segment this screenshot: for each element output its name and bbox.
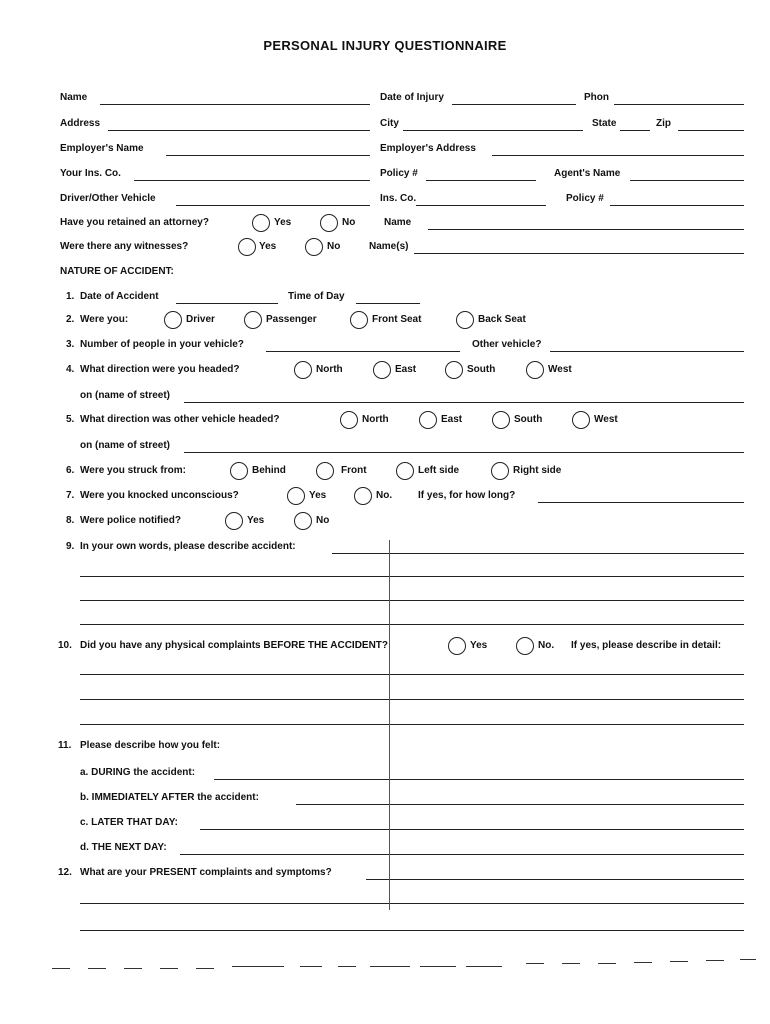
q10-line-3[interactable] — [80, 724, 744, 725]
scan-fold-line — [389, 540, 390, 910]
q12-line-3[interactable] — [80, 930, 744, 931]
q1-number: 1. — [66, 291, 75, 302]
q5-south-radio[interactable] — [492, 411, 510, 429]
witness-names-label: Name(s) — [369, 241, 409, 252]
q11c-label: c. LATER THAT DAY: — [80, 817, 178, 828]
unconscious-no-radio[interactable] — [354, 487, 372, 505]
dash-segment — [598, 963, 616, 964]
row-insurance — [0, 168, 770, 184]
attorney-no-radio[interactable] — [320, 214, 338, 232]
left-side-radio[interactable] — [396, 462, 414, 480]
people-in-vehicle-field[interactable] — [266, 351, 460, 352]
q11b-row — [0, 792, 770, 808]
witness-names-field[interactable] — [414, 253, 744, 254]
q12-line-1[interactable] — [366, 879, 744, 880]
q4-east-label: East — [395, 364, 417, 375]
front-label: Front — [341, 465, 367, 476]
attorney-no-label: No — [342, 217, 356, 228]
state-field[interactable] — [620, 130, 650, 131]
q11-row — [0, 740, 770, 756]
q7-row — [0, 490, 770, 506]
date-of-injury-label: Date of Injury — [380, 92, 444, 103]
your-ins-co-field[interactable] — [134, 180, 370, 181]
q5-street-row — [0, 440, 770, 456]
q4-north-label: North — [316, 364, 343, 375]
police-yes-radio[interactable] — [225, 512, 243, 530]
front-seat-label: Front Seat — [372, 314, 422, 325]
q10-number: 10. — [58, 640, 72, 651]
q11a-field[interactable] — [214, 779, 744, 780]
q8-number: 8. — [66, 515, 75, 526]
how-long-label: If yes, for how long? — [418, 490, 516, 501]
policy-field[interactable] — [426, 180, 536, 181]
driver-radio[interactable] — [164, 311, 182, 329]
q4-number: 4. — [66, 364, 75, 375]
q10-row — [0, 640, 770, 656]
city-field[interactable] — [403, 130, 583, 131]
attorney-yes-label: Yes — [274, 217, 292, 228]
dash-segment — [88, 968, 106, 969]
describe-detail-label: If yes, please describe in detail: — [571, 640, 722, 651]
front-seat-radio[interactable] — [350, 311, 368, 329]
q2-row — [0, 314, 770, 330]
row-witnesses — [0, 241, 770, 257]
dash-segment — [466, 966, 502, 967]
police-no-radio[interactable] — [294, 512, 312, 530]
q3-number: 3. — [66, 339, 75, 350]
front-radio[interactable] — [316, 462, 334, 480]
dash-segment — [562, 963, 580, 964]
q5-street-field[interactable] — [184, 452, 744, 453]
q5-row — [0, 414, 770, 430]
q5-south-label: South — [514, 414, 543, 425]
other-vehicle-label: Other vehicle? — [472, 339, 542, 350]
q9-line-4[interactable] — [80, 624, 744, 625]
phone-field[interactable] — [614, 104, 744, 105]
q4-north-radio[interactable] — [294, 361, 312, 379]
q12-label: What are your PRESENT complaints and symptoms? — [80, 867, 332, 878]
name-field[interactable] — [100, 104, 370, 105]
q5-north-label: North — [362, 414, 389, 425]
q11c-field[interactable] — [200, 829, 744, 830]
q4-south-radio[interactable] — [445, 361, 463, 379]
behind-label: Behind — [252, 465, 286, 476]
dash-segment — [370, 966, 410, 967]
right-side-radio[interactable] — [491, 462, 509, 480]
dash-segment — [52, 968, 70, 969]
q4-street-field[interactable] — [184, 402, 744, 403]
dash-segment — [526, 963, 544, 964]
witness-yes-label: Yes — [259, 241, 277, 252]
your-ins-co-label: Your Ins. Co. — [60, 168, 121, 179]
q9-label: In your own words, please describe accident: — [80, 541, 296, 552]
attorney-question: Have you retained an attorney? — [60, 217, 209, 228]
witness-yes-radio[interactable] — [238, 238, 256, 256]
agents-name-field[interactable] — [630, 180, 744, 181]
attorney-yes-radio[interactable] — [252, 214, 270, 232]
date-of-accident-field[interactable] — [176, 303, 278, 304]
row-attorney — [0, 217, 770, 233]
address-label: Address — [60, 118, 101, 129]
employers-address-field[interactable] — [492, 155, 744, 156]
q4-street-label: on (name of street) — [80, 390, 171, 401]
agents-name-label: Agent's Name — [554, 168, 621, 179]
q8-label: Were police notified? — [80, 515, 181, 526]
q1-label: Date of Accident — [80, 291, 159, 302]
q1-row — [0, 291, 770, 307]
other-policy-field[interactable] — [610, 205, 744, 206]
other-ins-co-label: Ins. Co. — [380, 193, 417, 204]
dash-segment — [232, 966, 284, 967]
attorney-name-label: Name — [384, 217, 412, 228]
other-ins-co-field[interactable] — [416, 205, 546, 206]
dash-segment — [196, 968, 214, 969]
q11a-label: a. DURING the accident: — [80, 767, 196, 778]
name-label: Name — [60, 92, 88, 103]
dash-segment — [634, 962, 652, 963]
other-vehicle-field[interactable] — [550, 351, 744, 352]
q5-west-label: West — [594, 414, 618, 425]
q11c-row — [0, 817, 770, 833]
q11d-label: d. THE NEXT DAY: — [80, 842, 167, 853]
policy-label: Policy # — [380, 168, 418, 179]
city-label: City — [380, 118, 399, 129]
q5-east-radio[interactable] — [419, 411, 437, 429]
nature-of-accident-heading: NATURE OF ACCIDENT: — [60, 266, 174, 277]
q11d-row — [0, 842, 770, 858]
q4-west-label: West — [548, 364, 572, 375]
phone-label: Phon — [584, 92, 609, 103]
passenger-label: Passenger — [266, 314, 317, 325]
q9-line-2[interactable] — [80, 576, 744, 577]
row-other-vehicle — [0, 193, 770, 209]
q10-line-2[interactable] — [80, 699, 744, 700]
q9-line-1[interactable] — [332, 553, 744, 554]
employers-name-label: Employer's Name — [60, 143, 144, 154]
driver-other-vehicle-field[interactable] — [176, 205, 370, 206]
row-employer — [0, 143, 770, 159]
q11d-field[interactable] — [180, 854, 744, 855]
driver-label: Driver — [186, 314, 215, 325]
q12-line-2[interactable] — [80, 903, 744, 904]
q4-south-label: South — [467, 364, 496, 375]
complaints-no-radio[interactable] — [516, 637, 534, 655]
dash-segment — [420, 966, 456, 967]
q11-number: 11. — [58, 740, 72, 751]
q9-row — [0, 541, 770, 557]
time-of-day-field[interactable] — [356, 303, 420, 304]
q6-row — [0, 465, 770, 481]
attorney-name-field[interactable] — [428, 229, 744, 230]
zip-field[interactable] — [678, 130, 744, 131]
back-seat-radio[interactable] — [456, 311, 474, 329]
q4-street-row — [0, 390, 770, 406]
q11a-row — [0, 767, 770, 783]
employers-name-field[interactable] — [166, 155, 370, 156]
q11-label: Please describe how you felt: — [80, 740, 221, 751]
left-side-label: Left side — [418, 465, 460, 476]
q4-label: What direction were you headed? — [80, 364, 240, 375]
address-field[interactable] — [108, 130, 370, 131]
witness-question: Were there any witnesses? — [60, 241, 189, 252]
q5-north-radio[interactable] — [340, 411, 358, 429]
q6-label: Were you struck from: — [80, 465, 186, 476]
q8-row — [0, 515, 770, 531]
q4-west-radio[interactable] — [526, 361, 544, 379]
zip-label: Zip — [656, 118, 671, 129]
q11b-label: b. IMMEDIATELY AFTER the accident: — [80, 792, 259, 803]
q5-label: What direction was other vehicle headed? — [80, 414, 280, 425]
dash-segment — [160, 968, 178, 969]
dash-segment — [338, 966, 356, 967]
dash-segment — [670, 961, 688, 962]
state-label: State — [592, 118, 617, 129]
dash-segment — [124, 968, 142, 969]
date-of-injury-field[interactable] — [452, 104, 576, 105]
complaints-no-label: No. — [538, 640, 555, 651]
complaints-yes-radio[interactable] — [448, 637, 466, 655]
q10-label: Did you have any physical complaints BEFORE THE ACCIDENT? — [80, 640, 389, 651]
time-of-day-label: Time of Day — [288, 291, 345, 302]
unconscious-yes-label: Yes — [309, 490, 327, 501]
dash-segment — [706, 960, 724, 961]
row-name — [0, 92, 770, 108]
q6-number: 6. — [66, 465, 75, 476]
page-title: PERSONAL INJURY QUESTIONNAIRE — [263, 38, 507, 53]
q9-line-3[interactable] — [80, 600, 744, 601]
back-seat-label: Back Seat — [478, 314, 526, 325]
q9-number: 9. — [66, 541, 75, 552]
q3-label: Number of people in your vehicle? — [80, 339, 244, 350]
q2-label: Were you: — [80, 314, 129, 325]
q7-number: 7. — [66, 490, 75, 501]
q12-row — [0, 867, 770, 883]
dash-segment — [300, 966, 322, 967]
q4-row — [0, 364, 770, 380]
right-side-label: Right side — [513, 465, 562, 476]
employers-address-label: Employer's Address — [380, 143, 476, 154]
q5-number: 5. — [66, 414, 75, 425]
witness-no-label: No — [327, 241, 341, 252]
q2-number: 2. — [66, 314, 75, 325]
dash-segment — [740, 959, 756, 960]
unconscious-yes-radio[interactable] — [287, 487, 305, 505]
q5-west-radio[interactable] — [572, 411, 590, 429]
q10-line-1[interactable] — [80, 674, 744, 675]
q5-east-label: East — [441, 414, 463, 425]
q5-street-label: on (name of street) — [80, 440, 171, 451]
how-long-field[interactable] — [538, 502, 744, 503]
driver-other-vehicle-label: Driver/Other Vehicle — [60, 193, 156, 204]
q3-row — [0, 339, 770, 355]
complaints-yes-label: Yes — [470, 640, 488, 651]
police-no-label: No — [316, 515, 330, 526]
q7-label: Were you knocked unconscious? — [80, 490, 239, 501]
q12-number: 12. — [58, 867, 72, 878]
row-address — [0, 118, 770, 134]
row-accident-heading — [0, 266, 770, 282]
q11b-field[interactable] — [296, 804, 744, 805]
other-policy-label: Policy # — [566, 193, 604, 204]
unconscious-no-label: No. — [376, 490, 393, 501]
q4-east-radio[interactable] — [373, 361, 391, 379]
behind-radio[interactable] — [230, 462, 248, 480]
police-yes-label: Yes — [247, 515, 265, 526]
witness-no-radio[interactable] — [305, 238, 323, 256]
passenger-radio[interactable] — [244, 311, 262, 329]
